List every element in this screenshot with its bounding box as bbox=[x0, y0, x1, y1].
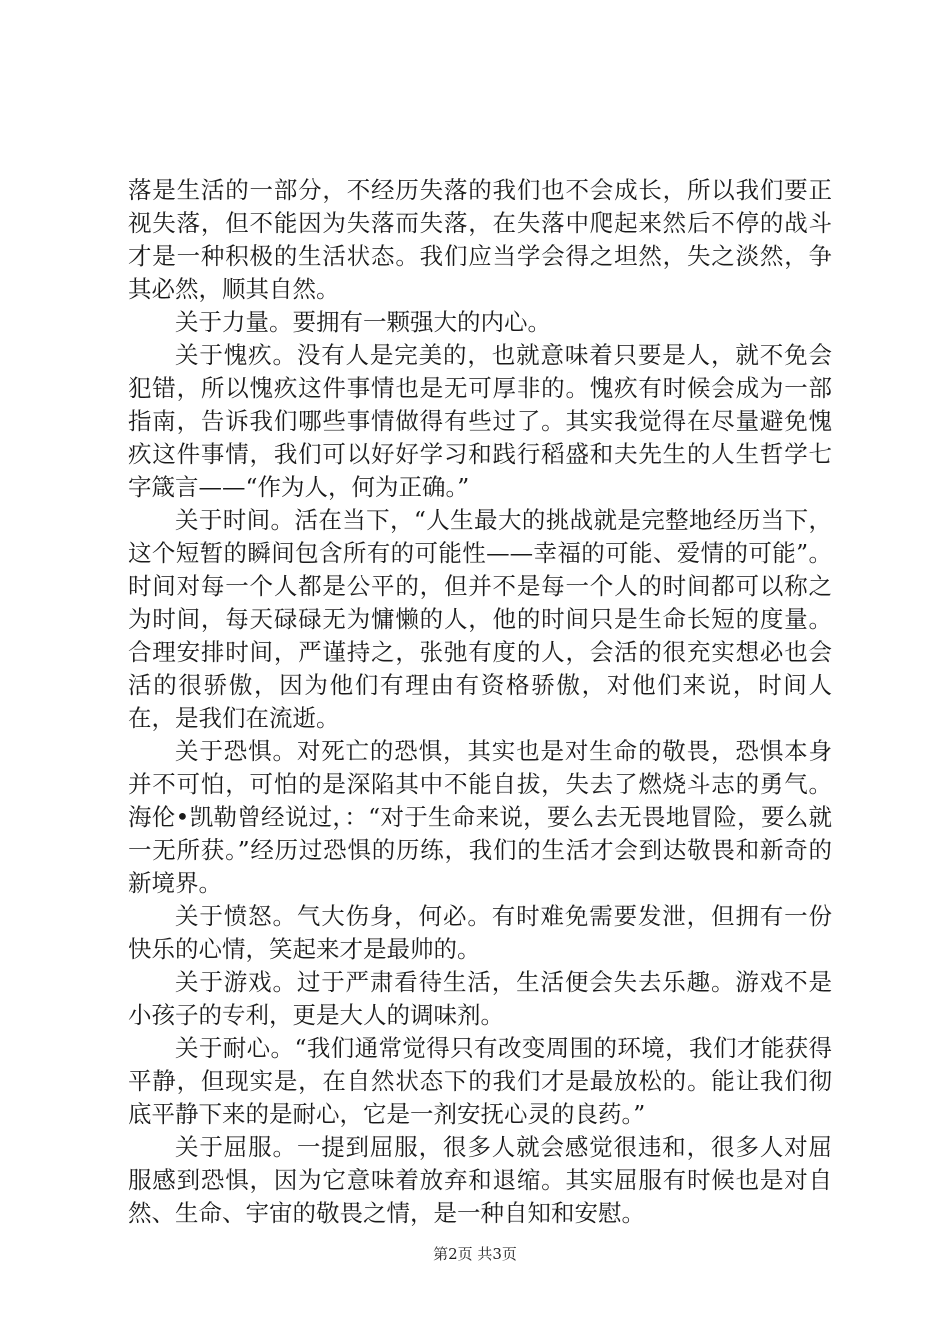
paragraph: 关于力量。要拥有一颗强大的内心。 bbox=[175, 308, 551, 336]
paragraph: 关于愧疚。没有人是完美的，也就意味着只要是人，就不免会犯错，所以愧疚这件事情也是无可厚非的。愧疚有时候会成为一部指南，告诉我们哪些事情做得有些过了。其实我觉得在尽量避免愧疚这件事情，我们可以好好学习和践行稻盛和夫先生的人生哲学七字箴言——“作为人，何为正确。” bbox=[128, 341, 832, 501]
paragraph: 关于时间。活在当下，“人生最大的挑战就是完整地经历当下，这个短暂的瞬间包含所有的可能性——幸福的可能、爱情的可能”。时间对每一个人都是公平的，但并不是每一个人的时间都可以称之为时间，每天碌碌无为慵懒的人，他的时间只是生命长短的度量。合理安排时间，严谨持之，张弛有度的人，会活的很充实想必也会活的很骄傲，因为他们有理由有资格骄傲，对他们来说，时间人在，是我们在流逝。 bbox=[128, 506, 832, 732]
paragraph: 关于游戏。过于严肃看待生活，生活便会失去乐趣。游戏不是小孩子的专利，更是大人的调味剂。 bbox=[128, 968, 832, 1029]
paragraph: 关于屈服。一提到屈服，很多人就会感觉很违和，很多人对屈服感到恐惧，因为它意味着放弃和退缩。其实屈服有时候也是对自然、生命、宇宙的敬畏之情，是一种自知和安慰。 bbox=[128, 1133, 832, 1227]
paragraph: 落是生活的一部分，不经历失落的我们也不会成长，所以我们要正视失落，但不能因为失落而失落，在失落中爬起来然后不停的战斗才是一种积极的生活状态。我们应当学会得之坦然，失之淡然，争其必然，顺其自然。 bbox=[128, 176, 832, 303]
paragraph: 关于耐心。“我们通常觉得只有改变周围的环境，我们才能获得平静，但现实是，在自然状态下的我们才是最放松的。能让我们彻底平静下来的是耐心，它是一剂安抚心灵的良药。” bbox=[128, 1034, 832, 1128]
paragraph: 关于恐惧。对死亡的恐惧，其实也是对生命的敬畏，恐惧本身并不可怕，可怕的是深陷其中不能自拔，失去了燃烧斗志的勇气。海伦•凯勒曾经说过，：“对于生命来说，要么去无畏地冒险，要么就一无所获。”经历过恐惧的历练，我们的生活才会到达敬畏和新奇的新境界。 bbox=[128, 737, 832, 897]
paragraph: 关于愤怒。气大伤身，何必。有时难免需要发泄，但拥有一份快乐的心情，笑起来才是最帅的。 bbox=[128, 902, 832, 963]
page-footer bbox=[0, 1244, 950, 1264]
page-number: 第2页 共3页 bbox=[433, 1245, 517, 1263]
body-text bbox=[128, 174, 832, 1230]
